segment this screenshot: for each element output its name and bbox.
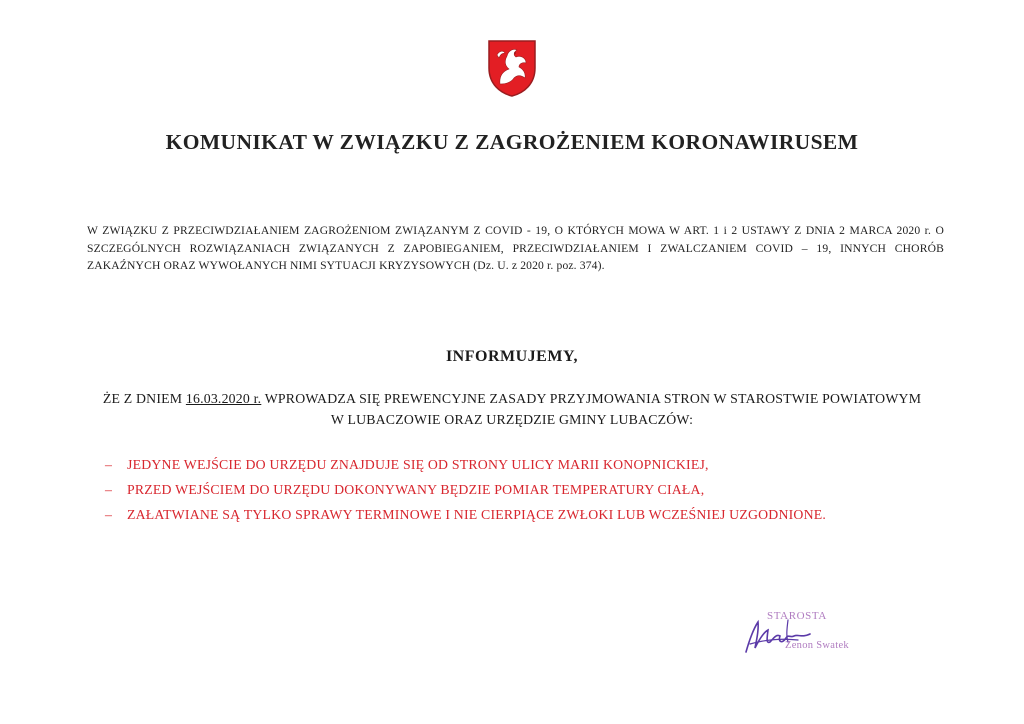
- announcement-paragraph: [100, 388, 924, 430]
- list-item: [105, 452, 925, 477]
- rule-text: ZAŁATWIANE SĄ TYLKO SPRAWY TERMINOWE I NIE CIERPIĄCE ZWŁOKI LUB WCZEŚNIEJ UZGODNIONE.: [127, 507, 827, 522]
- coat-of-arms-griffin-icon: [486, 38, 538, 98]
- signature-stamp: [740, 600, 870, 662]
- signature-name: Zenon Swatek: [785, 640, 849, 651]
- intro-paragraph: W ZWIĄZKU Z PRZECIWDZIAŁANIEM ZAGROŻENIOM ZWIĄZANYM Z COVID - 19, O KTÓRYCH MOWA W ART. 1 i 2 USTAWY Z DNIA 2 MARCA 2020 r. O SZCZEGÓLNYCH ROZWIĄZANIACH ZWIĄZANYCH Z ZAPOBIEGANIEM, PRZECIWDZIAŁANIEM I ZWALCZANIEM COVID – 19, INNYCH CHORÓB ZAKAŹNYCH ORAZ WYWOŁANYCH NIMI SYTUACJI KRYZYSOWYCH (Dz. U. z 2020 r. poz. 374).: [87, 224, 944, 272]
- list-dash: –: [105, 457, 113, 472]
- announcement-prefix: ŻE Z DNIEM: [102, 391, 183, 406]
- list-dash: –: [105, 482, 113, 497]
- rule-text: JEDYNE WEJŚCIE DO URZĘDU ZNAJDUJE SIĘ OD STRONY ULICY MARII KONOPNICKIEJ,: [127, 457, 709, 472]
- rule-text: PRZED WEJŚCIEM DO URZĘDU DOKONYWANY BĘDZIE POMIAR TEMPERATURY CIAŁA,: [127, 482, 705, 497]
- rules-list: [105, 452, 925, 527]
- announcement-date: 16.03.2020 r.: [185, 391, 262, 406]
- list-item: [105, 502, 925, 527]
- list-item: [105, 477, 925, 502]
- document-title: KOMUNIKAT W ZWIĄZKU Z ZAGROŻENIEM KORONAWIRUSEM: [165, 130, 859, 154]
- list-dash: –: [105, 507, 113, 522]
- announcement-text: WPROWADZA SIĘ PREWENCYJNE ZASADY PRZYJMOWANIA STRON W STAROSTWIE POWIATOWYM W LUBACZOWIE ORAZ URZĘDZIE GMINY LUBACZÓW:: [264, 391, 922, 427]
- handwritten-signature-icon: [740, 608, 820, 658]
- inform-heading: INFORMUJEMY,: [445, 348, 579, 365]
- signature-role: STAROSTA: [767, 610, 827, 622]
